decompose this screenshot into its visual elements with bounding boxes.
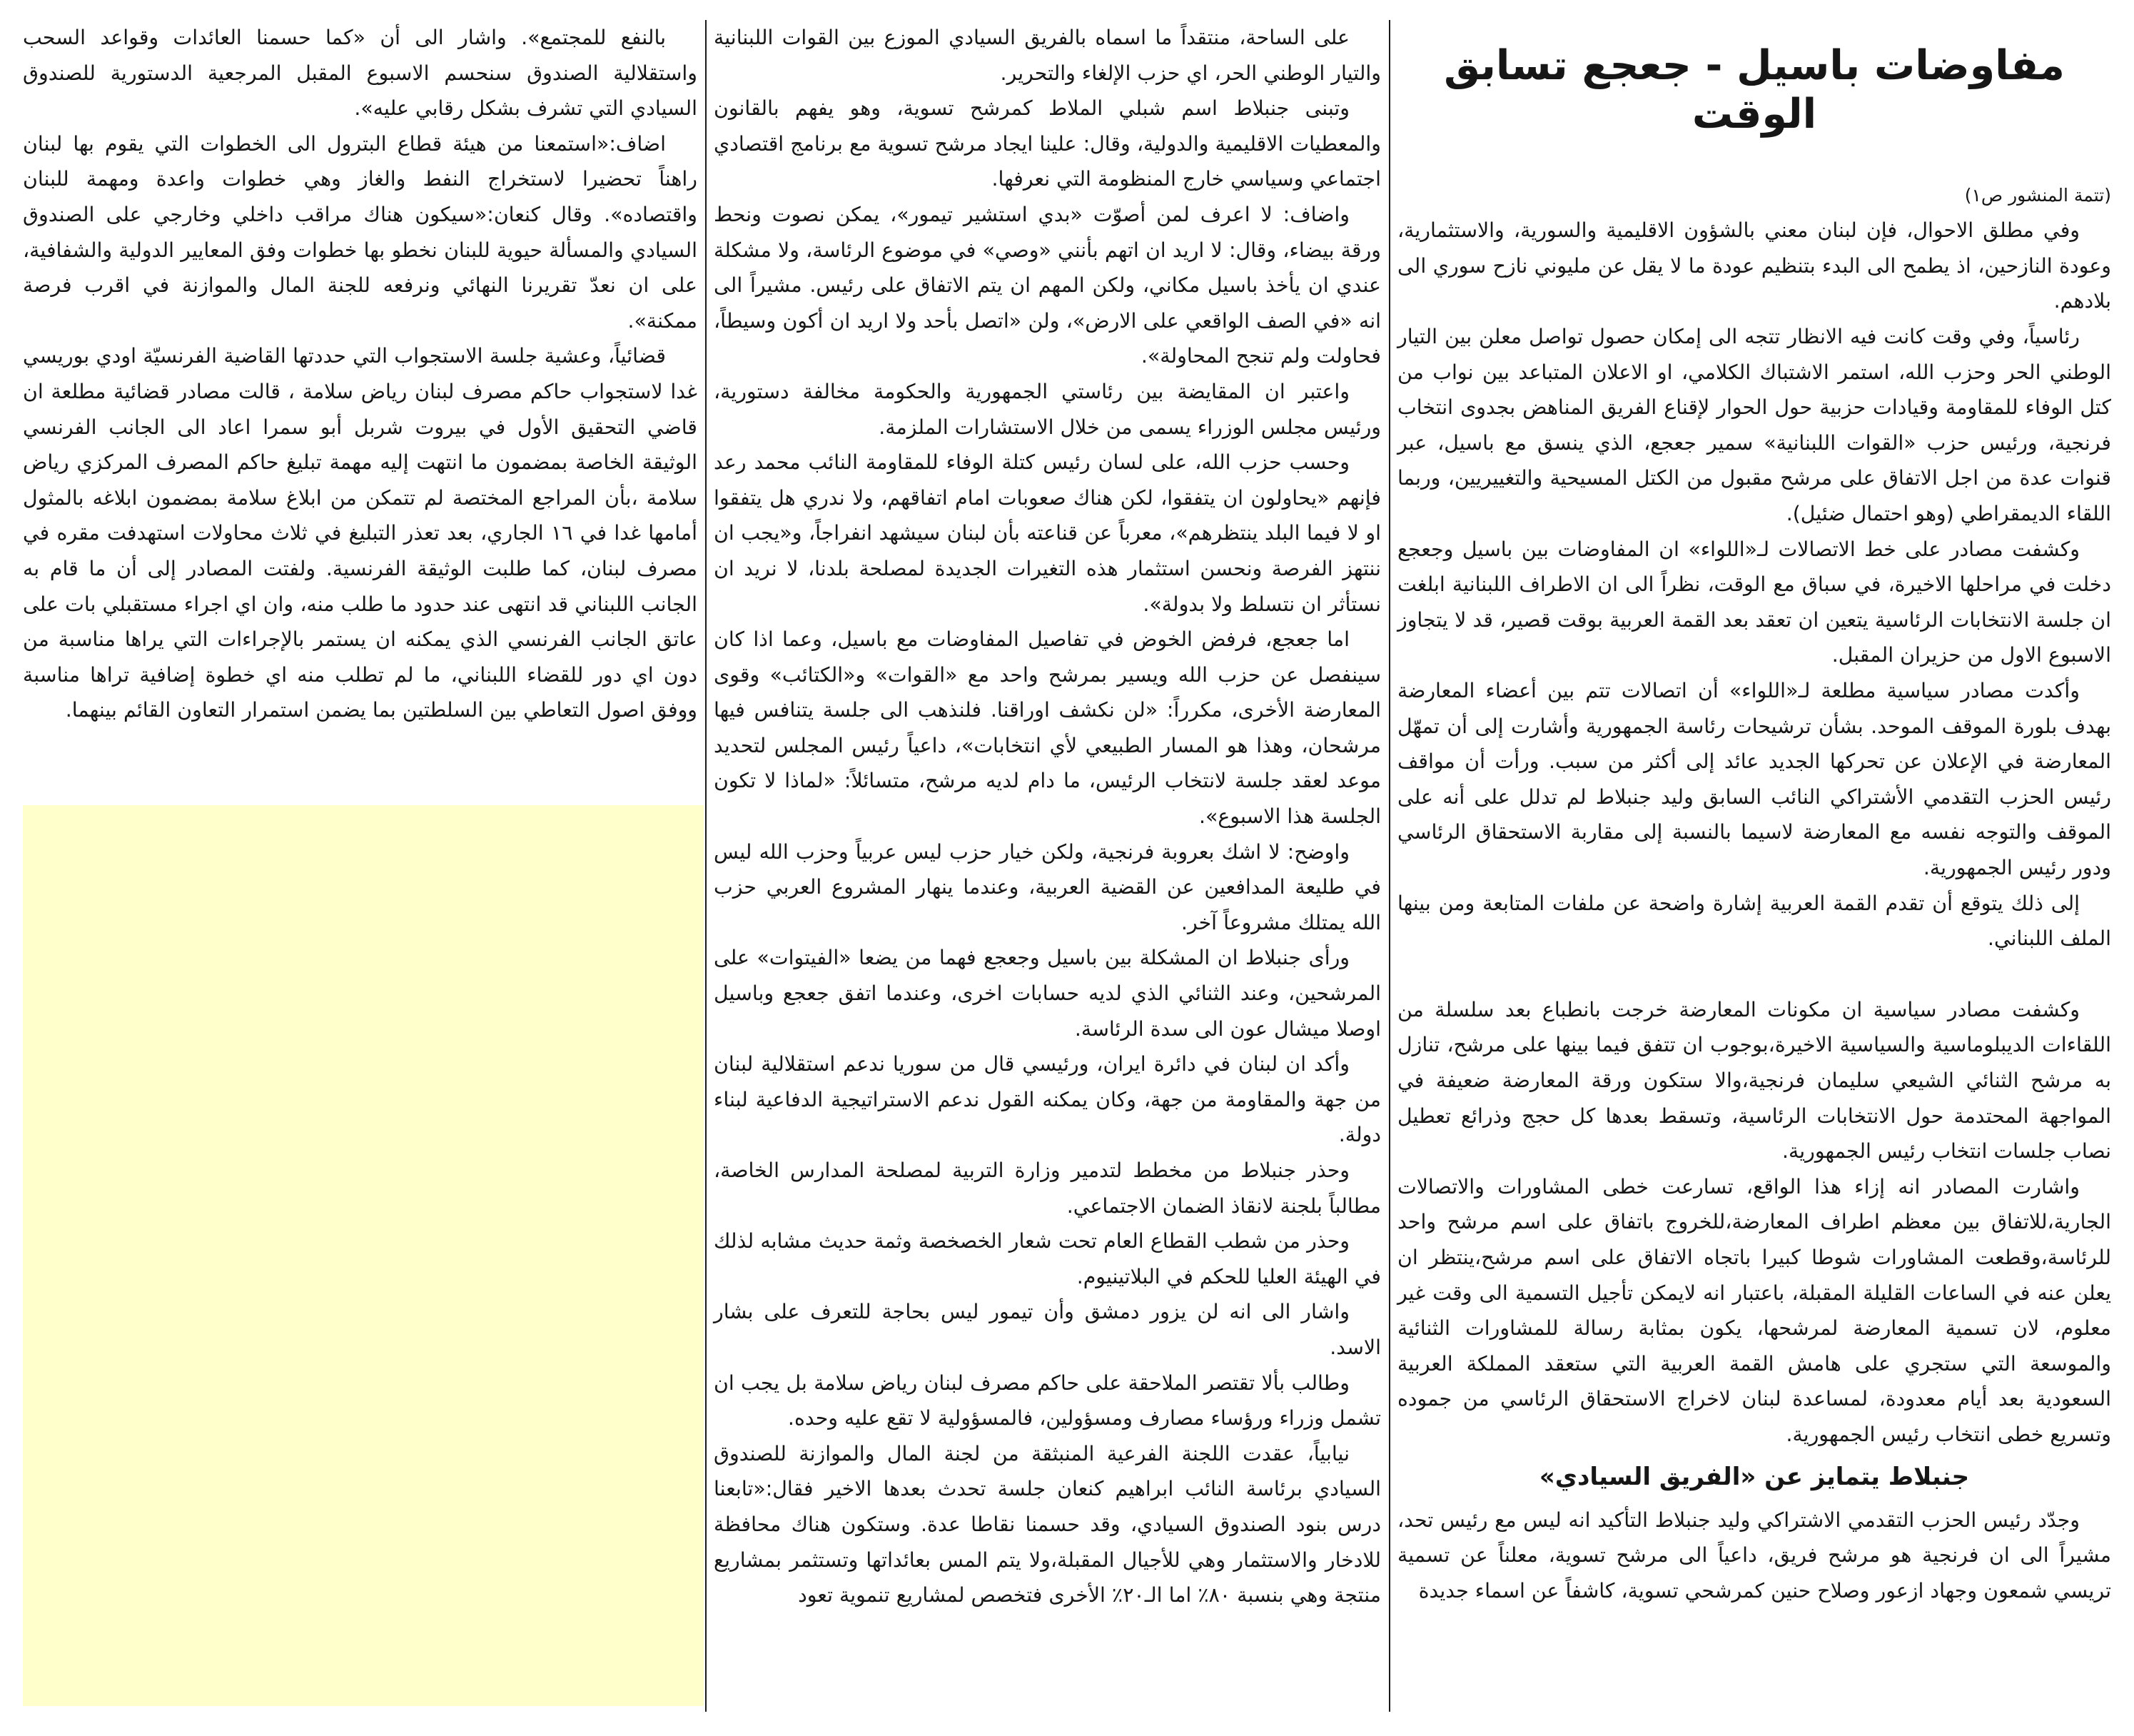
paragraph: وطالب بألا تقتصر الملاحقة على حاكم مصرف لبنان رياض سلامة بل يجب ان تشمل وزراء ورؤساء مصارف ومسؤولين، فالمسؤولية لا تقع عليه وحده.: [714, 1371, 1381, 1430]
paragraph: واعتبر ان المقايضة بين رئاستي الجمهورية والحكومة مخالفة دستورية، ورئيس مجلس الوزراء يسمى من خلال الاستشارات الملزمة.: [714, 379, 1381, 439]
paragraph: وحذر من شطب القطاع العام تحت شعار الخصخصة وثمة حديث مشابه لذلك في الهيئة العليا للحكم في البلاتينيوم.: [714, 1229, 1381, 1288]
article-headline: مفاوضات باسيل - جعجع تسابق الوقت: [1444, 42, 2065, 138]
paragraph: وحذر جنبلاط من مخطط لتدمير وزارة التربية لمصلحة المدارس الخاصة، مطالباً بلجنة لانقاذ الضمان الاجتماعي.: [714, 1159, 1381, 1218]
paragraph: وتبنى جنبلاط اسم شبلي الملاط كمرشح تسوية، وهو يفهم بالقانون والمعطيات الاقليمية والدولية، وقال: علينا ايجاد مرشح تسوية مع برنامج اقتصادي اجتماعي وسياسي خارج المنظومة التي نعرفها.: [714, 96, 1381, 191]
column-divider: [705, 20, 707, 1712]
paragraph: اضاف:«استمعنا من هيئة قطاع البترول الى الخطوات التي يقوم بها لبنان راهناً تحضيرا لاستخراج النفط والغاز وهي خطوات واعدة ومهمة للبنان واقتصاده». وقال كنعان:«سيكون هناك مراقب داخلي وخارجي على الصندوق السيادي والمسألة حيوية للبنان نخطو بها خطوات وفق المعايير الدولية والشفافية، على ان نعدّ تقريرنا النهائي ونرفعه للجنة المال والموازنة في اقرب فرصة ممكنة».: [23, 131, 697, 333]
paragraph: وكشفت مصادر سياسية ان مكونات المعارضة خرجت بانطباع بعد سلسلة من اللقاءات الديبلوماسية والسياسية الاخيرة،بوجوب ان تتفق فيما بينها على مرشح، تنازل به مرشح الثنائي الشيعي سليمان فرنجية،والا ستكون ورقة المعارضة ضعيفة في المواجهة المحتدمة حول الانتخابات الرئاسية، وتسقط بعدها كل حجج وذرائع تعطيل نصاب جلسات انتخاب رئيس الجمهورية.: [1397, 997, 2111, 1164]
column-right: [1397, 20, 2111, 1609]
continuation-note: (تتمة المنشور ص١): [1964, 184, 2111, 206]
blank-highlight-area: [23, 805, 704, 1706]
paragraph: وأكدت مصادر سياسية مطلعة لـ«اللواء» أن اتصالات تتم بين أعضاء المعارضة بهدف بلورة الموقف الموحد. بشأن ترشيحات رئاسة الجمهورية وأشارت إلى أن تمهّل المعارضة في الإعلان عن تحركها الجديد عائد إلى أكثر من سبب. ورأت أن مواقف رئيس الحزب التقدمي الأشتراكي النائب السابق وليد جنبلاط لم تدلل على أنه على الموقف والتوجه نفسه مع المعارضة لاسيما بالنسبة إلى مقاربة الاستحقاق الرئاسي ودور رئيس الجمهورية.: [1397, 679, 2111, 879]
paragraph-spacer: [1397, 957, 2111, 992]
paragraph: وجدّد رئيس الحزب التقدمي الاشتراكي وليد جنبلاط التأكيد انه ليس مع رئيس تحد، مشيراً الى ان فرنجية هو مرشح فريق، داعياً الى مرشح تسوية، معلناً عن تسمية تريسي شمعون وجهاد ازعور وصلاح حنين كمرشحي تسوية، كاشفاً عن اسماء جديدة: [1397, 1508, 2111, 1603]
paragraph: ورأى جنبلاط ان المشكلة بين باسيل وجعجع فهما من يضعا «الفيتوات» على المرشحين، وعند الثنائي الذي لديه حسابات اخرى، وعندما اتفق جعجع وباسيل اوصلا ميشال عون الى سدة الرئاسة.: [714, 946, 1381, 1041]
column-divider: [1389, 20, 1390, 1712]
paragraph: واشار الى انه لن يزور دمشق وأن تيمور ليس بحاجة للتعرف على بشار الاسد.: [714, 1300, 1381, 1359]
paragraph: وأكد ان لبنان في دائرة ايران، ورئيسي قال من سوريا ندعم استقلالية لبنان من جهة والمقاومة من جهة، وكان يمكنه القول ندعم الاستراتيجية الدفاعية لبناء دولة.: [714, 1052, 1381, 1147]
paragraph: إلى ذلك يتوقع أن تقدم القمة العربية إشارة واضحة عن ملفات المتابعة ومن بينها الملف اللبناني.: [1397, 891, 2111, 951]
paragraph: على الساحة، منتقداً ما اسماه بالفريق السيادي الموزع بين القوات اللبنانية والتيار الوطني الحر، اي حزب الإلغاء والتحرير.: [714, 26, 1381, 85]
column-middle: [714, 20, 1381, 1613]
paragraph: رئاسياً، وفي وقت كانت فيه الانظار تتجه الى إمكان حصول تواصل معلن بين التيار الوطني الحر وحزب الله، استمر الاشتباك الكلامي، او الاعلان المتباعد بين نواب من كتل الوفاء للمقاومة وقيادات حزبية حول الحوار لإقناع الفريق المناهض بجدوى انتخاب فرنجية، ورئيس حزب «القوات اللبنانية» سمير جعجع، الذي ينسق مع باسيل، عبر قنوات عدة من اجل الاتفاق على مرشح مقبول من الكتل المسيحية والتغييريين، وربما اللقاء الديمقراطي (وهو احتمال ضئيل).: [1397, 325, 2111, 526]
paragraph: بالنفع للمجتمع». واشار الى أن «كما حسمنا العائدات وقواعد السحب واستقلالية الصندوق سنحسم الاسبوع المقبل المرجعية الدستورية للصندوق السيادي التي تشرف بشكل رقابي عليه».: [23, 26, 697, 121]
section-subhead: جنبلاط يتمايز عن «الفريق السيادي»: [1539, 1463, 1970, 1492]
column-left: [23, 20, 697, 728]
paragraph: قضائياً، وعشية جلسة الاستجواب التي حددتها القاضية الفرنسيّة اودي بوريسي غدا لاستجواب حاكم مصرف لبنان رياض سلامة ، قالت مصادر قضائية مطلعة ان قاضي التحقيق الأول في بيروت شربل أبو سمرا اعاد الى الجانب الفرنسي الوثيقة الخاصة بمضمون ما انتهت إليه مهمة تبليغ حاكم المصرف المركزي رياض سلامة ،بأن المراجع المختصة لم تتمكن من ابلاغ سلامة بمضمون ابلاغه بالمثول أمامها غدا في ١٦ الجاري، بعد تعذر التبليغ في ثلاث محاولات استهدفت مقره في مصرف لبنان، كما طلبت الوثيقة الفرنسية. ولفتت المصادر إلى أن ما قام به الجانب اللبناني قد انتهى عند حدود ما طلب منه، وان اي اجراء مستقبلي بات على عاتق الجانب الفرنسي الذي يمكنه ان يستمر بالإجراءات التي يراها مناسبة من دون اي دور للقضاء اللبناني، ما لم تطلب منه اي خطوة إضافية تراها مناسبة ووفق اصول التعاطي بين السلطتين بما يضمن استمرار التعاون القائم بينهما.: [23, 344, 697, 722]
paragraph: واضاف: لا اعرف لمن أصوّت «بدي استشير تيمور»، يمكن نصوت ونحط ورقة بيضاء، وقال: لا اريد ان اتهم بأنني «وصي» في موضوع الرئاسة، ولا مشكلة عندي ان يأخذ باسيل مكاني، ولكن المهم ان يتم الاتفاق على رئيس. مشيراً الى انه «في الصف الواقعي على الارض»، ولن «اتصل بأحد ولا اريد ان أكون وسيطاً، فحاولت ولم تنجح المحاولة».: [714, 202, 1381, 368]
paragraph: نيابياً، عقدت اللجنة الفرعية المنبثقة من لجنة المال والموازنة للصندوق السيادي برئاسة النائب ابراهيم كنعان جلسة تحدث بعدها الاخير فقال:«تابعنا درس بنود الصندوق السيادي، وقد حسمنا نقاطا عدة. وستكون هناك محافظة للادخار والاستثمار وهي للأجيال المقبلة،ولا يتم المس بعائداتها وتستثمر بمشاريع منتجة وهي بنسبة ٨٠٪ اما الـ٢٠٪ الأخرى فتخصص لمشاريع تنموية تعود: [714, 1441, 1381, 1608]
paragraph: واشارت المصادر انه إزاء هذا الواقع، تسارعت خطى المشاورات والاتصالات الجارية،للاتفاق بين معظم اطراف المعارضة،للخروج باتفاق على اسم مرشح واحد للرئاسة،وقطعت المشاورات شوطا كبيرا باتجاه الاتفاق على اسم مرشح،ينتظر ان يعلن عنه في الساعات القليلة المقبلة، باعتبار انه لايمكن تأجيل التسمية الى وقت غير معلوم، لان تسمية المعارضة لمرشحها، يكون بمثابة رسالة للمشاورات الثنائية والموسعة التي ستجري على هامش القمة العربية التي ستعقد المملكة العربية السعودية بعد أيام معدودة، لمساعدة لبنان لاخراج الاستحقاق الرئاسي من جموده وتسريع خطى انتخاب رئيس الجمهورية.: [1397, 1174, 2111, 1446]
paragraph: وفي مطلق الاحوال، فإن لبنان معني بالشؤون الاقليمية والسورية، والاستثمارية، وعودة النازحين، اذ يطمح الى البدء بتنظيم عودة ما لا يقل عن مليوني نازح سوري الى بلادهم.: [1397, 218, 2111, 313]
paragraph: واوضح: لا اشك بعروبة فرنجية، ولكن خيار حزب ليس عربياً وحزب الله ليس في طليعة المدافعين عن القضية العربية، وعندما ينهار المشروع العربي حزب الله يمتلك مشروعاً آخر.: [714, 839, 1381, 934]
paragraph: اما جعجع، فرفض الخوض في تفاصيل المفاوضات مع باسيل، وعما اذا كان سينفصل عن حزب الله ويسير بمرشح واحد مع «القوات» و«الكتائب» وقوى المعارضة الأخرى، مكرراً: «لن نكشف اوراقنا. فلنذهب الى جلسة يتنافس فيها مرشحان، وهذا هو المسار الطبيعي لأي انتخابات»، داعياً رئيس المجلس لتحديد موعد لعقد جلسة لانتخاب الرئيس، ما دام لديه مرشح، متسائلاً: «لماذا لا تكون الجلسة هذا الاسبوع».: [714, 627, 1381, 829]
paragraph: وكشفت مصادر على خط الاتصالات لـ«اللواء» ان المفاوضات بين باسيل وجعجع دخلت في مراحلها الاخيرة، في سباق مع الوقت، نظراً الى ان الاطراف اللبنانية ابلغت ان جلسة الانتخابات الرئاسية يتعين ان تعقد بعد القمة العربية بوقت قصير، قد لا يتجاوز الاسبوع الاول من حزيران المقبل.: [1397, 537, 2111, 667]
paragraph: وحسب حزب الله، على لسان رئيس كتلة الوفاء للمقاومة النائب محمد رعد فإنهم «يحاولون ان يتفقوا، لكن هناك صعوبات امام اتفاقهم، ولا ندري هل يتفقوا او لا فيما البلد ينتظرهم»، معرباً عن قناعته بأن لبنان سيشهد انفراجاً، و«يجب ان ننتهز الفرصة ونحسن استثمار هذه التغيرات الجديدة لمصلحة بلدنا، لا نريد ان نستأثر ان نتسلط ولا بدولة».: [714, 450, 1381, 616]
